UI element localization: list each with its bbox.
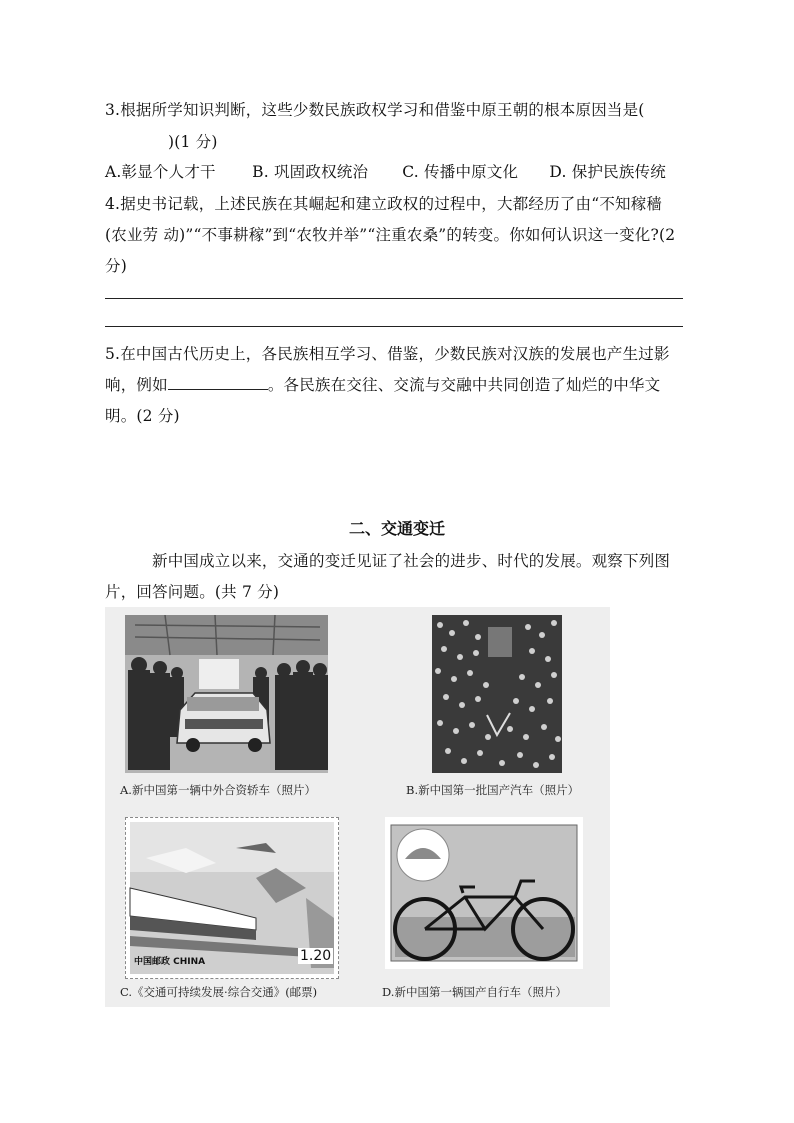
section-intro-line2: 片，回答问题。(共 7 分) (105, 583, 280, 601)
q4-text-line1: 4.据史书记载，上述民族在其崛起和建立政权的过程中，大都经历了由“不知稼穑 (105, 195, 663, 213)
photo-a-joint-venture-car (125, 615, 328, 773)
q4-answer-line-1[interactable] (105, 298, 683, 299)
q3-option-c: C. 传播中原文化 (402, 163, 519, 181)
q4-text-line3: 分) (105, 257, 127, 275)
photo-b-domestic-cars (432, 615, 562, 773)
photo-d-caption: D.新中国第一辆国产自行车（照片） (382, 985, 567, 999)
q5-text-line2 (105, 373, 660, 395)
bicycle-image (385, 817, 583, 969)
q5-text-line2-start: 响，例如 (105, 376, 168, 394)
q4-text-line2: (农业劳 动)”“不事耕稼”到“农牧并举”“注重农桑”的转变。你如何认识这一变化?(2 (105, 226, 676, 244)
q3-text-line1: 3.根据所学知识判断，这些少数民族政权学习和借鉴中原王朝的根本原因当是( (105, 101, 645, 119)
photo-c-caption: C.《交通可持续发展·综合交通》(邮票) (120, 985, 318, 999)
q3-option-a: A.彰显个人才干 (105, 163, 216, 181)
photo-c-stamp (125, 817, 339, 979)
crowd-image (432, 615, 562, 773)
stamp-value-text: 1.20 (300, 948, 332, 964)
photo-d-bicycle (385, 817, 583, 969)
section-intro-line1: 新中国成立以来，交通的变迁见证了社会的进步、时代的发展。观察下列图 (152, 552, 671, 570)
q5-text-line1: 5.在中国古代历史上，各民族相互学习、借鉴，少数民族对汉族的发展也产生过影 (105, 345, 670, 363)
car-factory-image (125, 615, 328, 773)
q3-options (105, 160, 666, 182)
section-title: 二、交通变迁 (348, 519, 445, 538)
stamp-brand-text: 中国邮政 CHINA (134, 957, 206, 967)
q3-option-b: B. 巩固政权统治 (252, 163, 369, 181)
photo-a-caption: A.新中国第一辆中外合资轿车（照片） (120, 783, 316, 797)
q3-option-d: D. 保护民族传统 (549, 163, 666, 181)
q3-text-line2: )(1 分) (168, 133, 218, 151)
q4-answer-line-2[interactable] (105, 326, 683, 327)
q5-answer-blank[interactable] (168, 375, 268, 390)
photo-b-caption: B.新中国第一批国产汽车（照片） (406, 783, 580, 797)
photo-panel (105, 607, 610, 1007)
q5-text-line2-end: 。各民族在交往、交流与交融中共同创造了灿烂的中华文 (267, 376, 661, 394)
q5-text-line3: 明。(2 分) (105, 407, 180, 425)
